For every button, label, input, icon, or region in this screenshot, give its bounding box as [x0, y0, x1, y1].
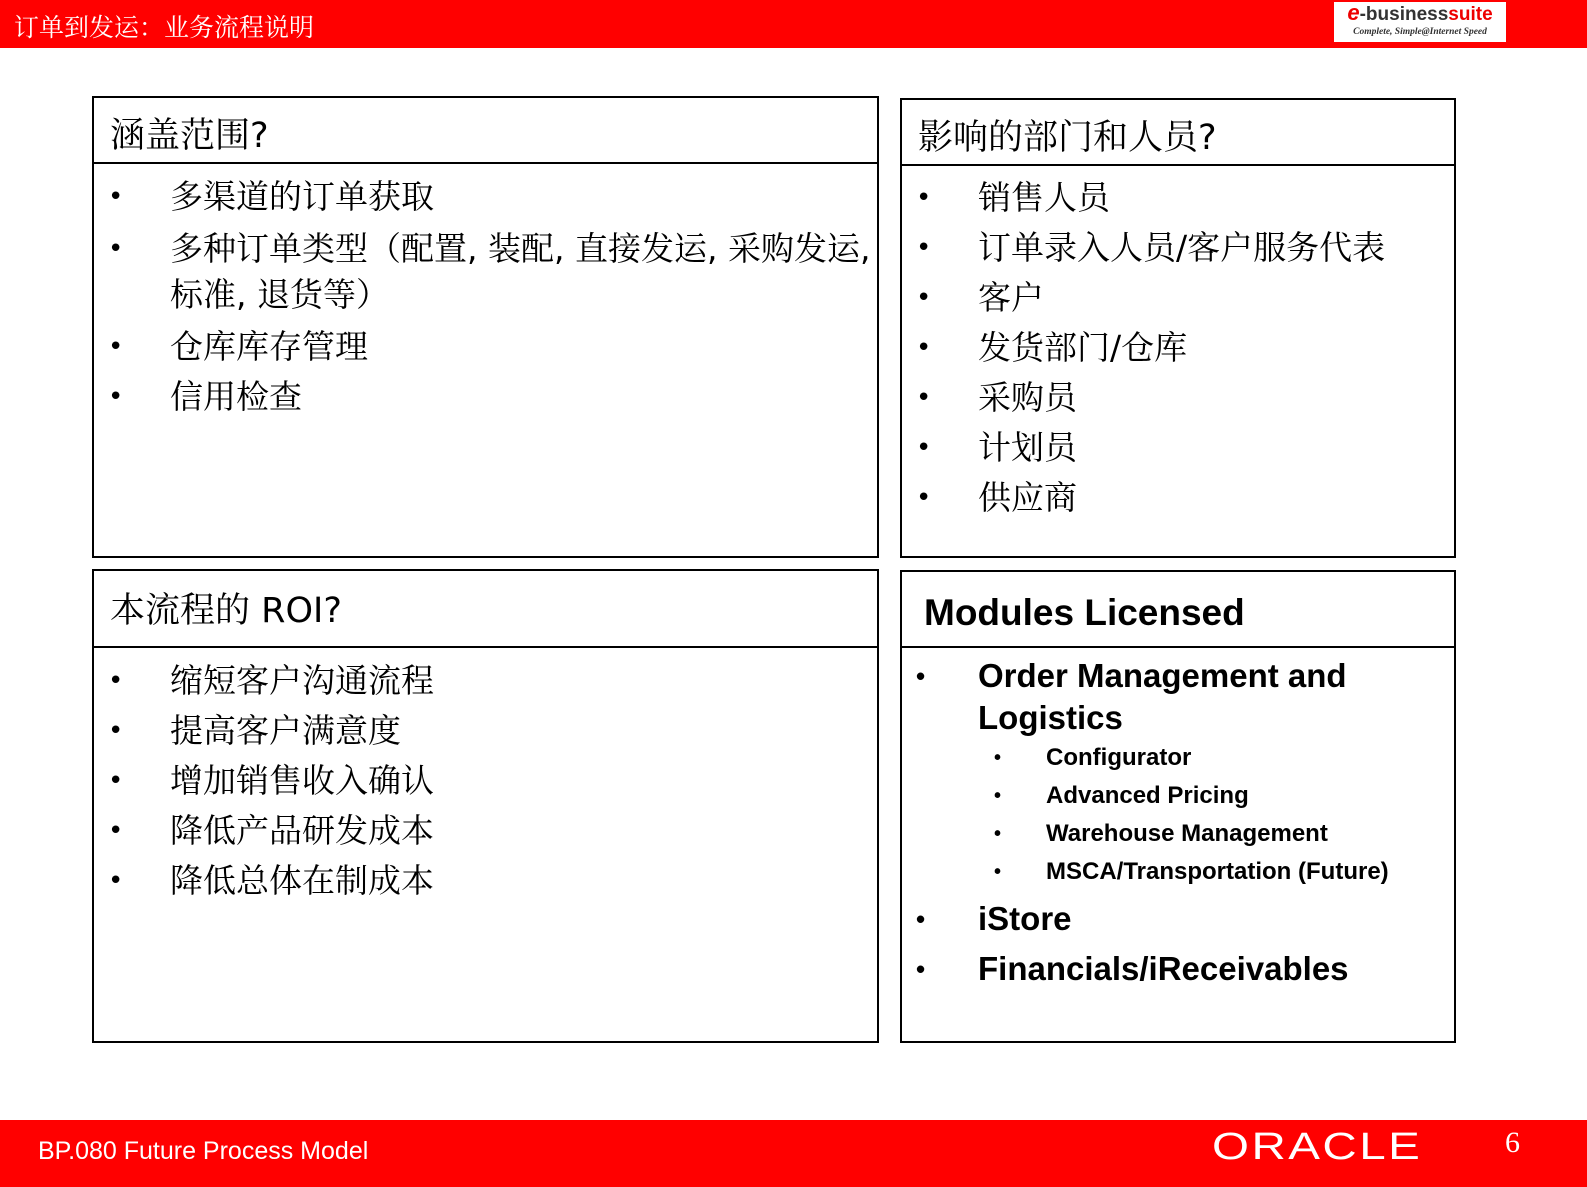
- modules-title: Modules Licensed: [924, 592, 1245, 633]
- list-item: • 多种订单类型（配置, 装配, 直接发运, 采购发运, 标准, 退货等）: [94, 226, 874, 318]
- list-item: • 订单录入人员/客户服务代表: [902, 223, 1385, 273]
- list-item: • 缩短客户沟通流程: [94, 656, 434, 706]
- logo-business: -business: [1359, 4, 1449, 25]
- modules-box: [900, 570, 1456, 1043]
- list-item: • 仓库库存管理: [94, 322, 874, 372]
- roi-title: 本流程的 ROI?: [110, 591, 342, 631]
- people-title: 影响的部门和人员?: [918, 118, 1217, 158]
- page-number: 6: [1505, 1126, 1520, 1159]
- list-item: • 客户: [902, 273, 1385, 323]
- sub-list-item: • Configurator: [902, 739, 1442, 777]
- list-item: • 供应商: [902, 473, 1385, 523]
- list-item: • 降低产品研发成本: [94, 806, 434, 856]
- list-item: • 发货部门/仓库: [902, 323, 1385, 373]
- people-box: [900, 98, 1456, 558]
- logo-e: e: [1347, 0, 1360, 25]
- footer-bar: [0, 1120, 1587, 1187]
- list-item: • 提高客户满意度: [94, 706, 434, 756]
- list-item: • 销售人员: [902, 173, 1385, 223]
- list-item: • 多渠道的订单获取: [94, 172, 874, 222]
- list-item: • iStore: [902, 895, 1442, 943]
- scope-box: [92, 96, 879, 558]
- list-item: • 信用检查: [94, 372, 874, 422]
- oracle-logo: ORACLE: [1212, 1126, 1423, 1168]
- logo-tagline: Complete, Simple@Internet Speed: [1353, 27, 1487, 37]
- scope-title: 涵盖范围?: [110, 116, 269, 156]
- list-item: • 计划员: [902, 423, 1385, 473]
- ebusiness-suite-logo: [1334, 2, 1506, 42]
- slide-title: 订单到发运：业务流程说明: [14, 13, 315, 42]
- sub-list-item: • Warehouse Management: [902, 815, 1442, 853]
- document-name: BP.080 Future Process Model: [38, 1137, 369, 1165]
- roi-box: [92, 569, 879, 1043]
- list-item: • Financials/iReceivables: [902, 943, 1442, 995]
- list-item: • 降低总体在制成本: [94, 856, 434, 906]
- logo-suite: suite: [1448, 4, 1493, 25]
- sub-list-item: • Advanced Pricing: [902, 777, 1442, 815]
- header-bar: [0, 0, 1587, 48]
- list-item: • 增加销售收入确认: [94, 756, 434, 806]
- sub-list-item: • MSCA/Transportation (Future): [902, 853, 1442, 891]
- list-item: • Order Management and Logistics: [902, 655, 1442, 739]
- list-item: • 采购员: [902, 373, 1385, 423]
